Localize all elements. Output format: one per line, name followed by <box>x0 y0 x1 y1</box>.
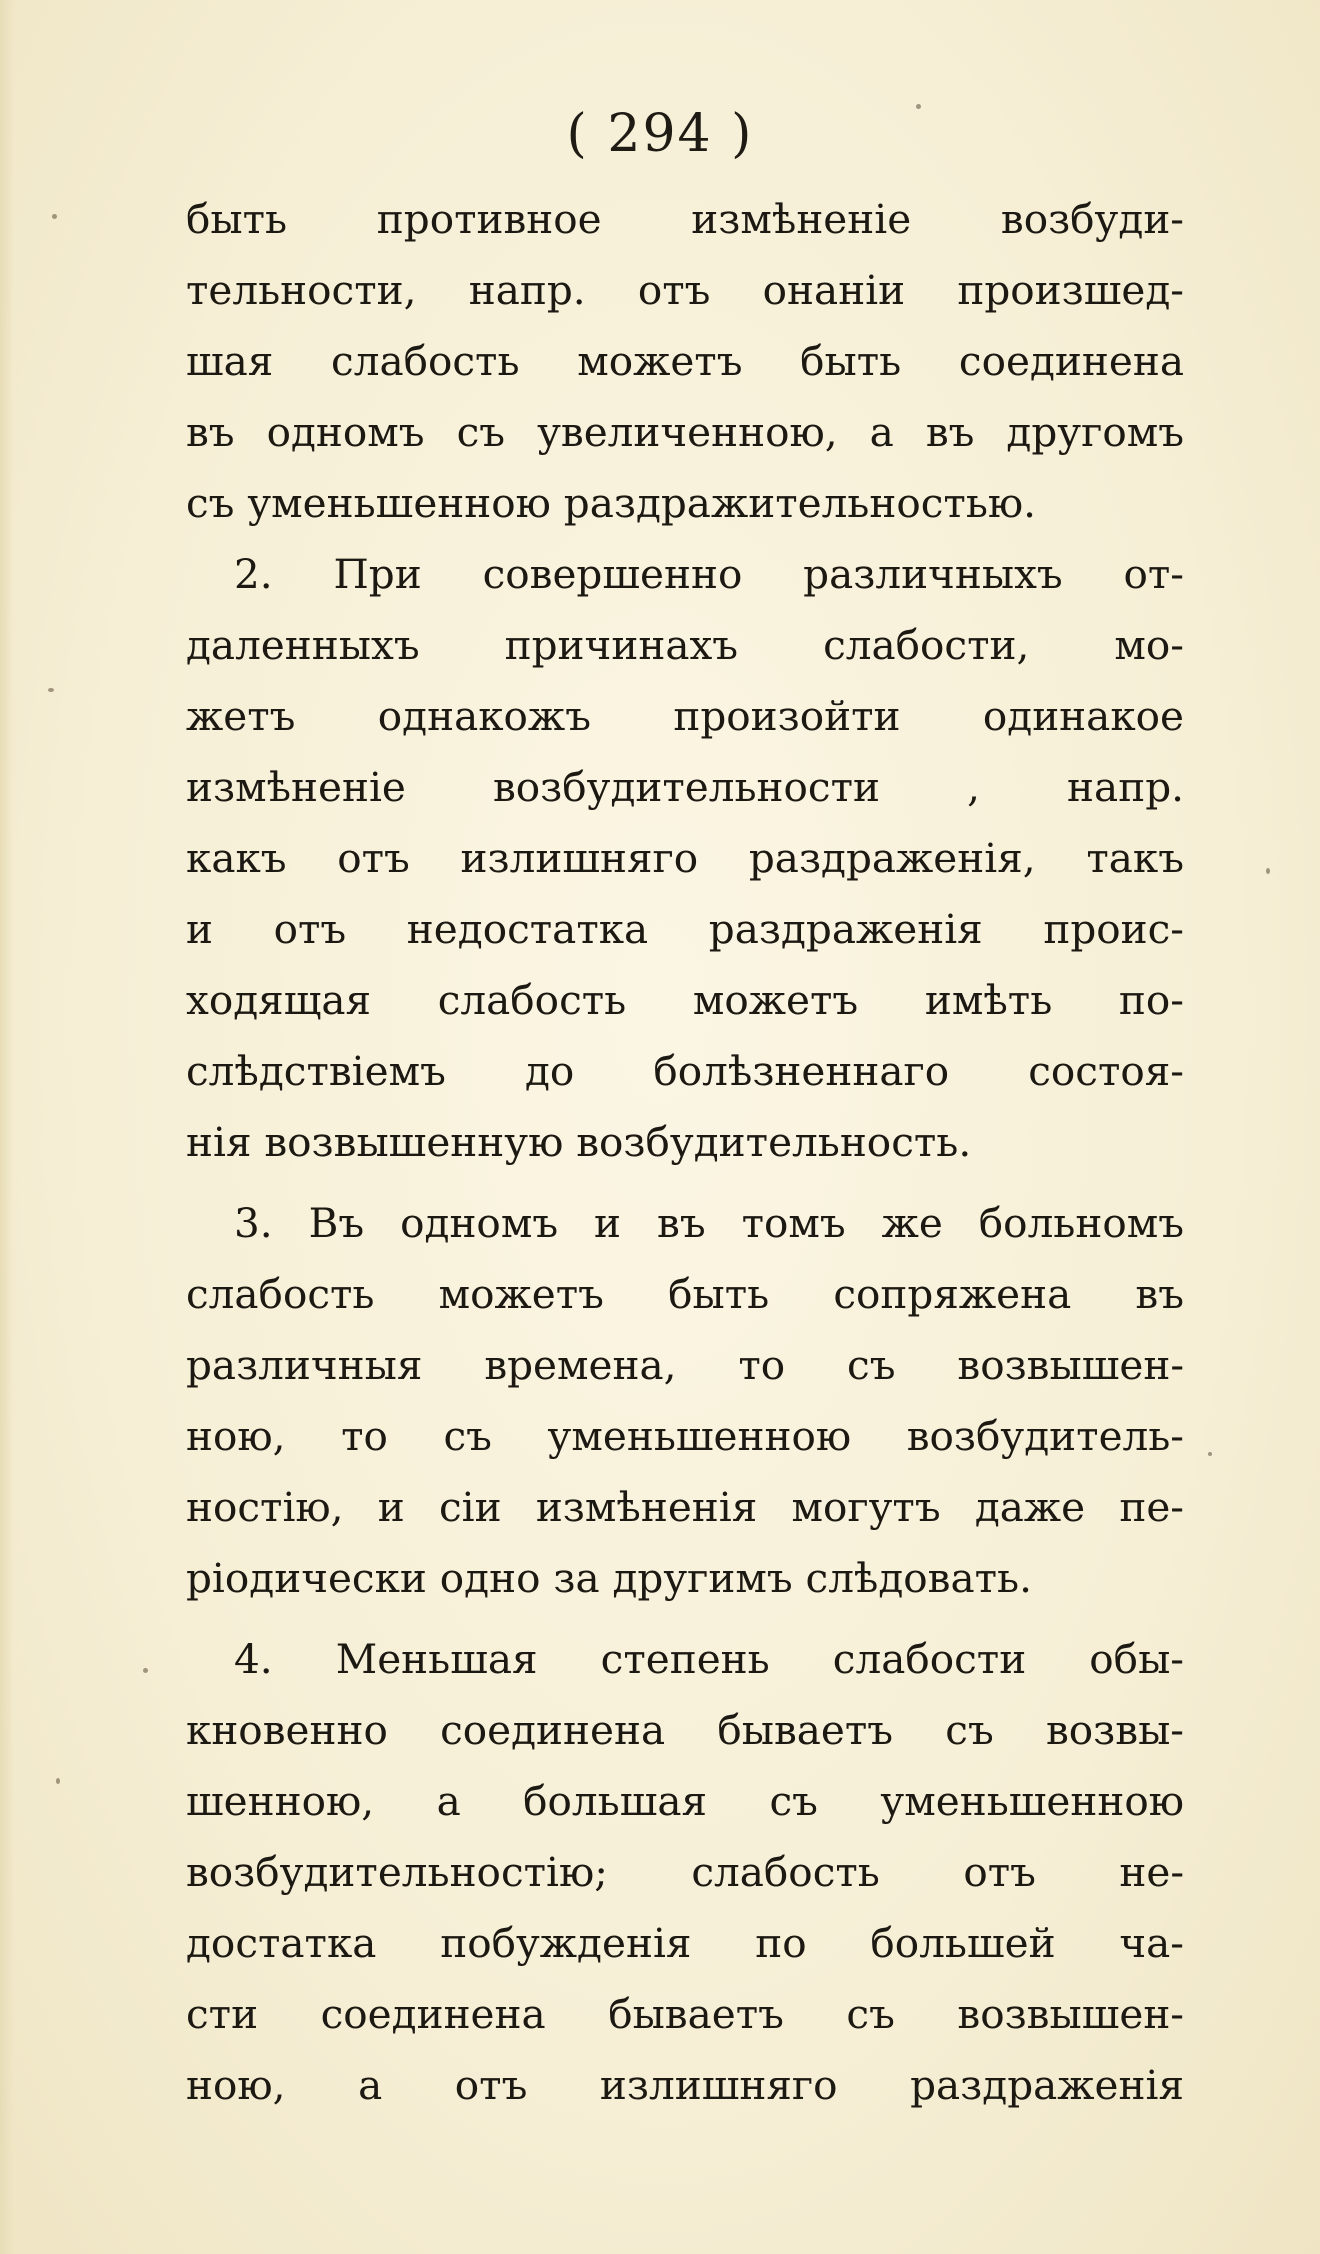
text-line: кновенно соединена бываетъ съ возвы- <box>186 1706 1184 1754</box>
text-line: даленныхъ причинахъ слабости, мо- <box>186 621 1184 669</box>
text-line: возбудительностію; слабость отъ не- <box>186 1848 1184 1896</box>
paragraph-2-start: 2. При совершенно различныхъ от- <box>234 550 1184 598</box>
text-line: шенною, а большая съ уменьшенною <box>186 1777 1184 1825</box>
text-line: ріодически одно за другимъ слѣдовать. <box>186 1554 1032 1602</box>
text-line: ностію, и сіи измѣненія могутъ даже пе- <box>186 1483 1184 1531</box>
text-line: ною, то съ уменьшенною возбудитель- <box>186 1412 1184 1460</box>
text-line: жетъ однакожъ произойти одинакое <box>186 692 1184 740</box>
text-line: нія возвышенную возбудительность. <box>186 1118 972 1166</box>
ink-speck <box>48 688 54 692</box>
ink-speck <box>56 1778 60 1784</box>
body-text <box>186 184 1184 2121</box>
text-line: ходящая слабость можетъ имѣть по- <box>186 976 1184 1024</box>
text-line: достатка побужденія по большей ча- <box>186 1919 1184 1967</box>
page-edge-shadow <box>0 0 14 2254</box>
text-line: съ уменьшенною раздражительностью. <box>186 479 1037 527</box>
text-line: сти соединена бываетъ съ возвышен- <box>186 1990 1184 2038</box>
paragraph-4-start: 4. Меньшая степень слабости обы- <box>234 1635 1184 1683</box>
ink-speck <box>1208 1452 1212 1456</box>
text-line: шая слабость можетъ быть соединена <box>186 337 1184 385</box>
text-line: быть противное измѣненіе возбуди- <box>186 195 1184 243</box>
text-line: и отъ недостатка раздраженія проис- <box>186 905 1184 953</box>
ink-speck <box>143 1668 148 1673</box>
text-line: слѣдствіемъ до болѣзненнаго состоя- <box>186 1047 1184 1095</box>
text-line: тельности, напр. отъ онаніи произшед- <box>186 266 1184 314</box>
text-line: измѣненіе возбудительности , напр. <box>186 763 1184 811</box>
paragraph-3-start: 3. Въ одномъ и въ томъ же больномъ <box>234 1199 1184 1247</box>
text-line: слабость можетъ быть сопряжена въ <box>186 1270 1184 1318</box>
page-number: ( 294 ) <box>566 104 754 164</box>
text-line: какъ отъ излишняго раздраженія, такъ <box>186 834 1184 882</box>
text-line: въ одномъ съ увеличенною, а въ другомъ <box>186 408 1184 456</box>
ink-speck <box>1266 868 1270 874</box>
text-line: различныя времена, то съ возвышен- <box>186 1341 1184 1389</box>
ink-speck <box>916 104 921 109</box>
text-line: ною, а отъ излишняго раздраженія <box>186 2061 1184 2109</box>
ink-speck <box>52 214 57 219</box>
